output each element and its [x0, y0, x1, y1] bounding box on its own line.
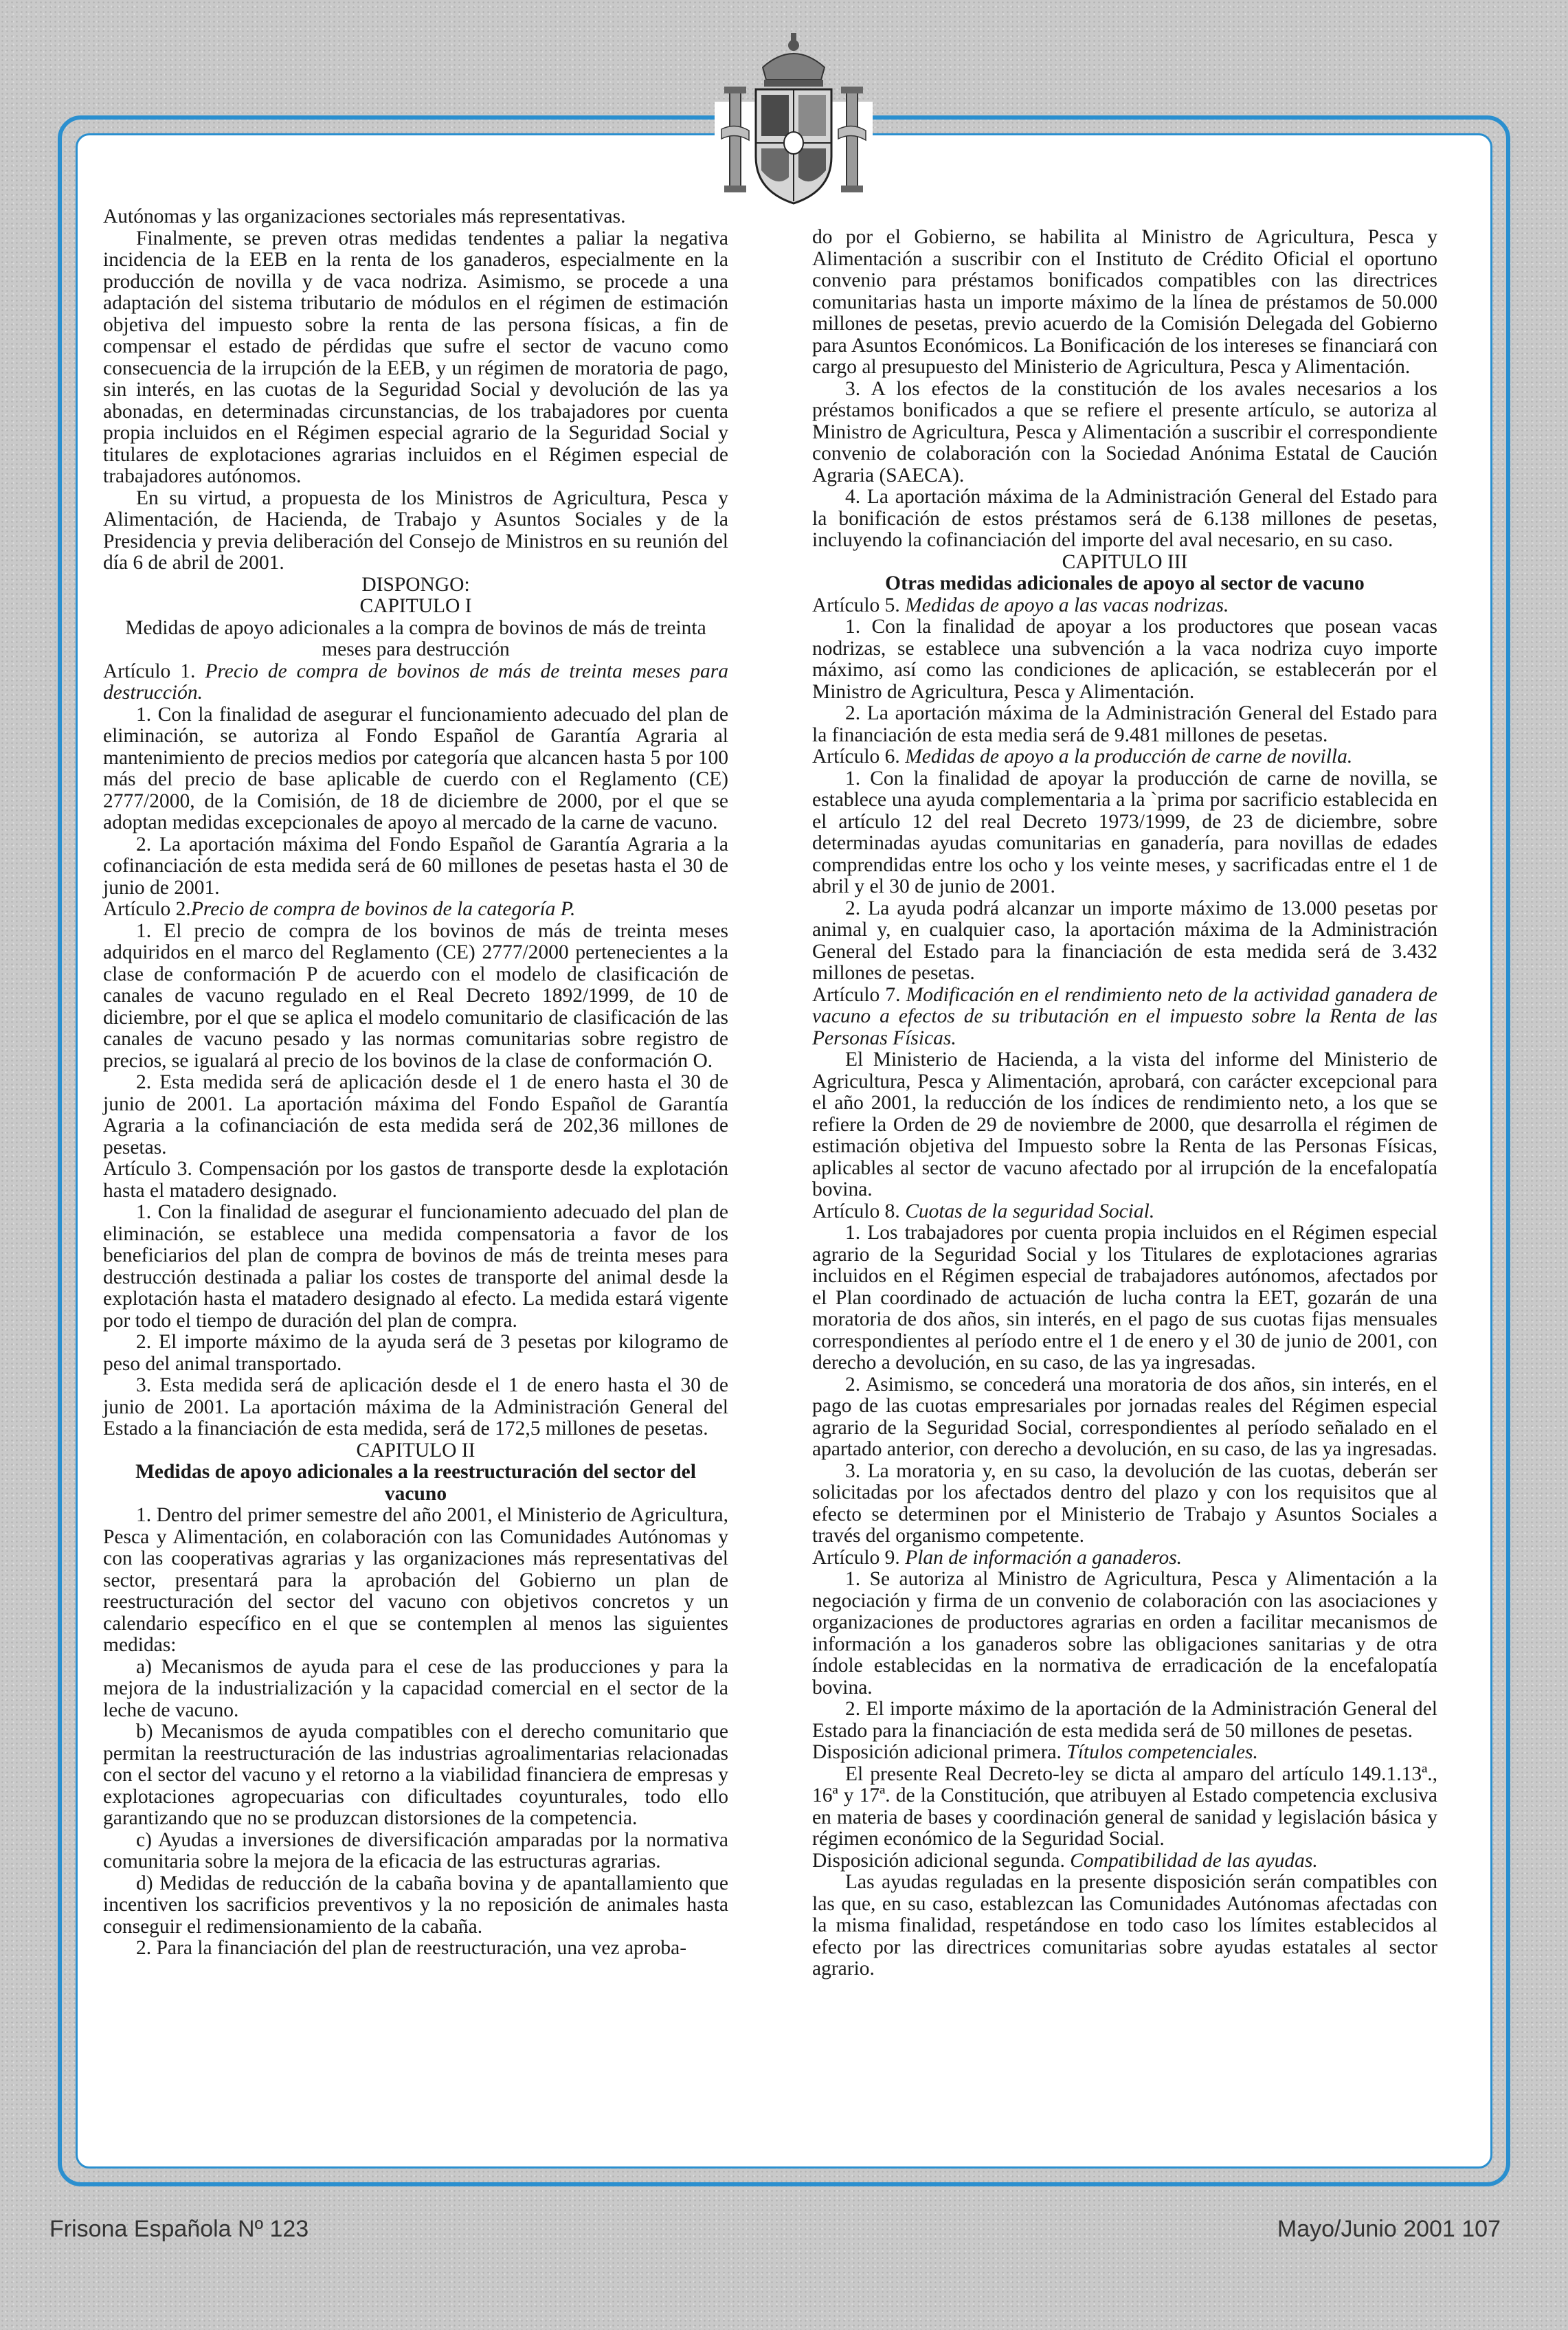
article-label: Artículo 5. — [812, 594, 906, 616]
article-heading — [812, 746, 1437, 768]
right-text-column — [812, 227, 1437, 1980]
paragraph: 1. Con la finalidad de asegurar el funcionamiento adecuado del plan de eliminación, se autoriza al Fondo Español de Garantía Agraria al mantenimiento de precios medios por categoría que alcancen hasta 5 por 100 más del precio de base aplicable de cuerdo con el Reglamento (CE) 2777/2000, de la Comisión, de 18 de diciembre de 2000, por el que se adoptan medidas excepcionales de apoyo al mercado de la carne de vacuno. — [103, 703, 728, 833]
article-title: Medidas de apoyo a las vacas nodrizas. — [905, 594, 1229, 616]
paragraph: Artículo 3. Compensación por los gastos de transporte desde la explotación hasta el matadero designado. — [103, 1158, 728, 1202]
article-title: Precio de compra de bovinos de la categoría P. — [190, 898, 576, 920]
article-heading — [812, 985, 1437, 1050]
article-heading — [812, 1850, 1437, 1872]
section-heading: Medidas de apoyo adicionales a la reestructuración del sector del vacuno — [135, 1461, 696, 1505]
article-label: Artículo 1. — [103, 660, 205, 682]
paragraph: El Ministerio de Hacienda, a la vista del informe del Ministerio de Agricultura, Pesca y Alimentación, aprobará, con carácter excepcional para el año 2001, la reducción de los índices de rendimiento neto, a los que se refiere la Orden de 29 de noviembre de 2000, que desarrolla el régimen de estimación objetiva del Impuesto sobre la Renta de las Personas Físicas, aplicables al sector de vacuno afectado por al irrupción de la encefalopatía bovina. — [812, 1049, 1437, 1200]
footer-publication: Frisona Española Nº 123 — [49, 2216, 309, 2242]
article-heading — [812, 595, 1437, 617]
article-heading — [103, 661, 728, 704]
section-heading: CAPITULO III — [1062, 550, 1188, 573]
left-text-column — [103, 206, 728, 1960]
paragraph: 1. Con la finalidad de apoyar la producción de carne de novilla, se establece una ayuda complementaria a la `prima por sacrificio establecida en el artículo 12 del real Decreto 1973/1999, de 23 de diciembre, sobre determinadas ayudas comunitarias en ganadería, para novillas de edades comprendidas entre los ocho y los veinte meses, y sacrificadas entre el 1 de abril y el 30 de junio de 2001. — [812, 767, 1437, 897]
section-heading: CAPITULO I — [359, 595, 472, 617]
article-title: Modificación en el rendimiento neto de la actividad ganadera de vacuno a efectos de su tributación en el impuesto sobre la Renta de las Personas Físicas. — [812, 983, 1437, 1049]
section-heading: CAPITULO II — [356, 1439, 475, 1461]
article-title: Plan de información a ganaderos. — [905, 1546, 1183, 1569]
section-heading: DISPONGO: — [361, 573, 470, 596]
article-title: Compatibilidad de las ayudas. — [1070, 1849, 1318, 1872]
paragraph: b) Mecanismos de ayuda compatibles con el derecho comunitario que permitan la reestructuración de las industrias agroalimentarias relacionadas con el sector del vacuno y el retorno a la viabilidad financiera de empresas y explotaciones agropecuarias con dificultades coyunturales, todo ello garantizando que no se produzcan distorsiones de la competencia. — [103, 1721, 728, 1829]
paragraph: a) Mecanismos de ayuda para el cese de las producciones y para la mejora de la industrialización y la capacidad comercial en el sector de la leche de vacuno. — [103, 1655, 728, 1721]
paragraph: d) Medidas de reducción de la cabaña bovina y de apantallamiento que incentiven los sacrificios preventivos y la no reposición de animales hasta conseguir el redimensionamiento de la cabaña. — [103, 1872, 728, 1938]
paragraph: 3. A los efectos de la constitución de los avales necesarios a los préstamos bonificados a que se refiere el presente artículo, se autoriza al Ministro de Agricultura, Pesca y Alimentación a suscribir el correspondiente convenio de colaboración con la Sociedad Anónima Estatal de Caución Agraria (SAECA). — [812, 377, 1437, 486]
article-title: Cuotas de la seguridad Social. — [905, 1200, 1155, 1222]
paragraph: do por el Gobierno, se habilita al Ministro de Agricultura, Pesca y Alimentación a suscribir con el Instituto de Crédito Oficial el oportuno convenio para préstamos bonificados compatibles con las directrices comunitarias hasta un importe máximo de la línea de préstamos de 50.000 millones de pesetas, previo acuerdo de la Comisión Delegada del Gobierno para Asuntos Económicos. La Bonificación de los intereses se financiará con cargo al presupuesto del Ministerio de Agricultura, Pesca y Alimentación. — [812, 226, 1437, 378]
spanish-coat-of-arms-icon — [715, 26, 873, 212]
article-title: Títulos competenciales. — [1066, 1741, 1258, 1763]
paragraph: 1. Con la finalidad de apoyar a los productores que posean vacas nodrizas, se establece una subvención a la vaca nodriza cuyo importe máximo, así como las condiciones de aplicación, se establecerán por el Ministro de Agricultura, Pesca y Alimentación. — [812, 616, 1437, 703]
paragraph: 2. La aportación máxima de la Administración General del Estado para la financiación de esta media será de 9.481 millones de pesetas. — [812, 702, 1437, 746]
article-label: Artículo 6. — [812, 746, 906, 768]
paragraph: 2. Para la financiación del plan de reestructuración, una vez aproba- — [136, 1937, 687, 1959]
article-title: Precio de compra de bovinos de más de treinta meses para destrucción. — [103, 660, 729, 704]
paragraph: 1. Dentro del primer semestre del año 2001, el Ministerio de Agricultura, Pesca y Alimentación, en colaboración con las Comunidades Autónomas y con las cooperativas agrarias y las organizaciones más representativas del sector, presentará para la aprobación del Gobierno un plan de reestructuración del sector del vacuno con objetivos concretos y un calendario específico en el que se contemplen al menos las siguientes medidas: — [103, 1504, 728, 1656]
paragraph: En su virtud, a propuesta de los Ministros de Agricultura, Pesca y Alimentación, de Hacienda, de Trabajo y Asuntos Sociales y de la Presidencia y previa deliberación del Consejo de Ministros en su reunión del día 6 de abril de 2001. — [103, 486, 728, 574]
article-heading — [812, 1547, 1437, 1569]
article-label: Artículo 7. — [812, 983, 906, 1006]
section-heading: Otras medidas adicionales de apoyo al sector de vacuno — [885, 572, 1365, 594]
article-heading — [103, 899, 728, 921]
paragraph: 1. Con la finalidad de asegurar el funcionamiento adecuado del plan de eliminación, se establece una medida compensatoria a favor de los beneficiarios del plan de compra de bovinos de más de treinta meses para destrucción destinada a paliar los costes de transporte del animal desde la explotación hasta el matadero designado al efecto. La medida estará vigente por todo el tiempo de duración del plan de compra. — [103, 1201, 728, 1332]
paragraph: 3. Esta medida será de aplicación desde el 1 de enero hasta el 30 de junio de 2001. La aportación máxima de la Administración General del Estado a la financiación de esta medida, será de 172,5 millones de pesetas. — [103, 1374, 728, 1440]
paragraph: 4. La aportación máxima de la Administración General del Estado para la bonificación de estos préstamos será de 6.138 millones de pesetas, incluyendo la cofinanciación del importe del aval necesario, en su caso. — [812, 486, 1437, 551]
article-label: Artículo 8. — [812, 1200, 906, 1222]
article-title: Medidas de apoyo a la producción de carne de novilla. — [905, 746, 1353, 768]
paragraph: 2. La ayuda podrá alcanzar un importe máximo de 13.000 pesetas por animal y, en cualquier caso, la aportación máxima de la Administración General del Estado para la financiación de esta medida será de 3.432 millones de pesetas. — [812, 897, 1437, 984]
paragraph: 1. Se autoriza al Ministro de Agricultura, Pesca y Alimentación a la negociación y firma de un convenio de colaboración con las asociaciones y organizaciones de productores agrarias en orden a facilitar mecanismos de información a los ganaderos sobre las obligaciones sanitarias y de otra índole establecidas en la normativa de erradicación de la encefalopatía bovina. — [812, 1568, 1437, 1699]
paragraph: 2. Asimismo, se concederá una moratoria de dos años, sin interés, en el pago de las cuotas empresariales por jornadas reales del Régimen especial agrario de la Seguridad Social, correspondientes al período señalado en el apartado anterior, con derecho a devolución, en su caso, de las ya ingresadas. — [812, 1373, 1437, 1460]
paragraph: c) Ayudas a inversiones de diversificación amparadas por la normativa comunitaria sobre la mejora de la eficacia de las estructuras agrarias. — [103, 1828, 728, 1872]
article-label: Disposición adicional segunda. — [812, 1849, 1071, 1872]
paragraph: Finalmente, se preven otras medidas tendentes a paliar la negativa incidencia de la EEB en la renta de los ganaderos, especialmente en la producción de novilla y de vaca nodriza. Asimismo, se procede a una adaptación del sistema tributario de módulos en el régimen de estimación objetiva del impuesto sobre la renta de las persona físicas, a fin de compensar el estado de pérdidas que sufre el sector de vacuno como consecuencia de la irrupción de la EEB, y un régimen de moratoria de pago, sin interés, en las cuotas de la Seguridad Social y devolución de las ya abonadas, en determinadas circunstancias, de los trabajadores por cuenta propia incluidos en el Régimen especial agrario de la Seguridad Social y titulares de explotaciones agrarias incluidos en el Régimen especial de trabajadores autónomos. — [103, 227, 728, 487]
article-label: Disposición adicional primera. — [812, 1741, 1067, 1763]
article-label: Artículo 9. — [812, 1546, 906, 1569]
article-label: Artículo 2. — [103, 898, 191, 920]
paragraph: 1. El precio de compra de los bovinos de más de treinta meses adquiridos en el marco del Reglamento (CE) 2777/2000 pertenecientes a la clase de conformación P de acuerdo con el modelo de clasificación de canales de vacuno regulado en el Real Decreto 1892/1999, de 10 de diciembre, por el que se aplica el modelo comunitario de clasificación de las canales de vacuno pesado y las normas comunitarias sobre registro de precios, se igualará al precio de los bovinos de la clase de conformación O. — [103, 919, 728, 1072]
article-heading — [812, 1742, 1437, 1764]
paragraph: 2. El importe máximo de la ayuda será de 3 pesetas por kilogramo de peso del animal transportado. — [103, 1331, 728, 1375]
paragraph: El presente Real Decreto-ley se dicta al amparo del artículo 149.1.13ª., 16ª y 17ª. de la Constitución, que atribuyen al Estado competencia exclusiva en materia de bases y coordinación general de sanidad y legislación básica y régimen económico de la Seguridad Social. — [812, 1762, 1437, 1850]
paragraph: Las ayudas reguladas en la presente disposición serán compatibles con las que, en su caso, establezcan las Comunidades Autónomas afectadas con la misma finalidad, respetándose en todo caso los límites establecidos al efecto por las directrices comunitarias sobre ayudas estatales al sector agrario. — [812, 1871, 1437, 1980]
paragraph: Autónomas y las organizaciones sectoriales más representativas. — [103, 205, 626, 227]
section-heading: Medidas de apoyo adicionales a la compra de bovinos de más de treinta meses para destrucción — [125, 616, 706, 660]
paragraph: 3. La moratoria y, en su caso, la devolución de las cuotas, deberán ser solicitadas por los afectados dentro del plazo y con los requisitos que al efecto se determinen por el Ministerio de Trabajo y Asuntos Sociales a través del organismo competente. — [812, 1459, 1437, 1547]
footer-issue-page: Mayo/Junio 2001 107 — [1277, 2216, 1501, 2242]
paragraph: 2. El importe máximo de la aportación de la Administración General del Estado para la financiación de esta medida será de 50 millones de pesetas. — [812, 1698, 1437, 1742]
paragraph: 1. Los trabajadores por cuenta propia incluidos en el Régimen especial agrario de la Seguridad Social y los Titulares de explotaciones agrarias incluidos en el Régimen especial de trabajadores autónomos, afectados por el Plan coordinado de actuación de lucha contra la EET, gozarán de una moratoria de dos años, sin interés, en el pago de sus cuotas fijas mensuales correspondientes al período entre el 1 de enero y el 30 de junio de 2001, con derecho a devolución, en su caso, de las ya ingresadas. — [812, 1222, 1437, 1374]
paragraph: 2. Esta medida será de aplicación desde el 1 de enero hasta el 30 de junio de 2001. La aportación máxima del Fondo Español de Garantía Agraria a la cofinanciación de esta medida será de 202,36 millones de pesetas. — [103, 1071, 728, 1158]
paragraph: 2. La aportación máxima del Fondo Español de Garantía Agraria a la cofinanciación de esta medida será de 60 millones de pesetas hasta el 30 de junio de 2001. — [103, 833, 728, 899]
article-heading — [812, 1201, 1437, 1223]
